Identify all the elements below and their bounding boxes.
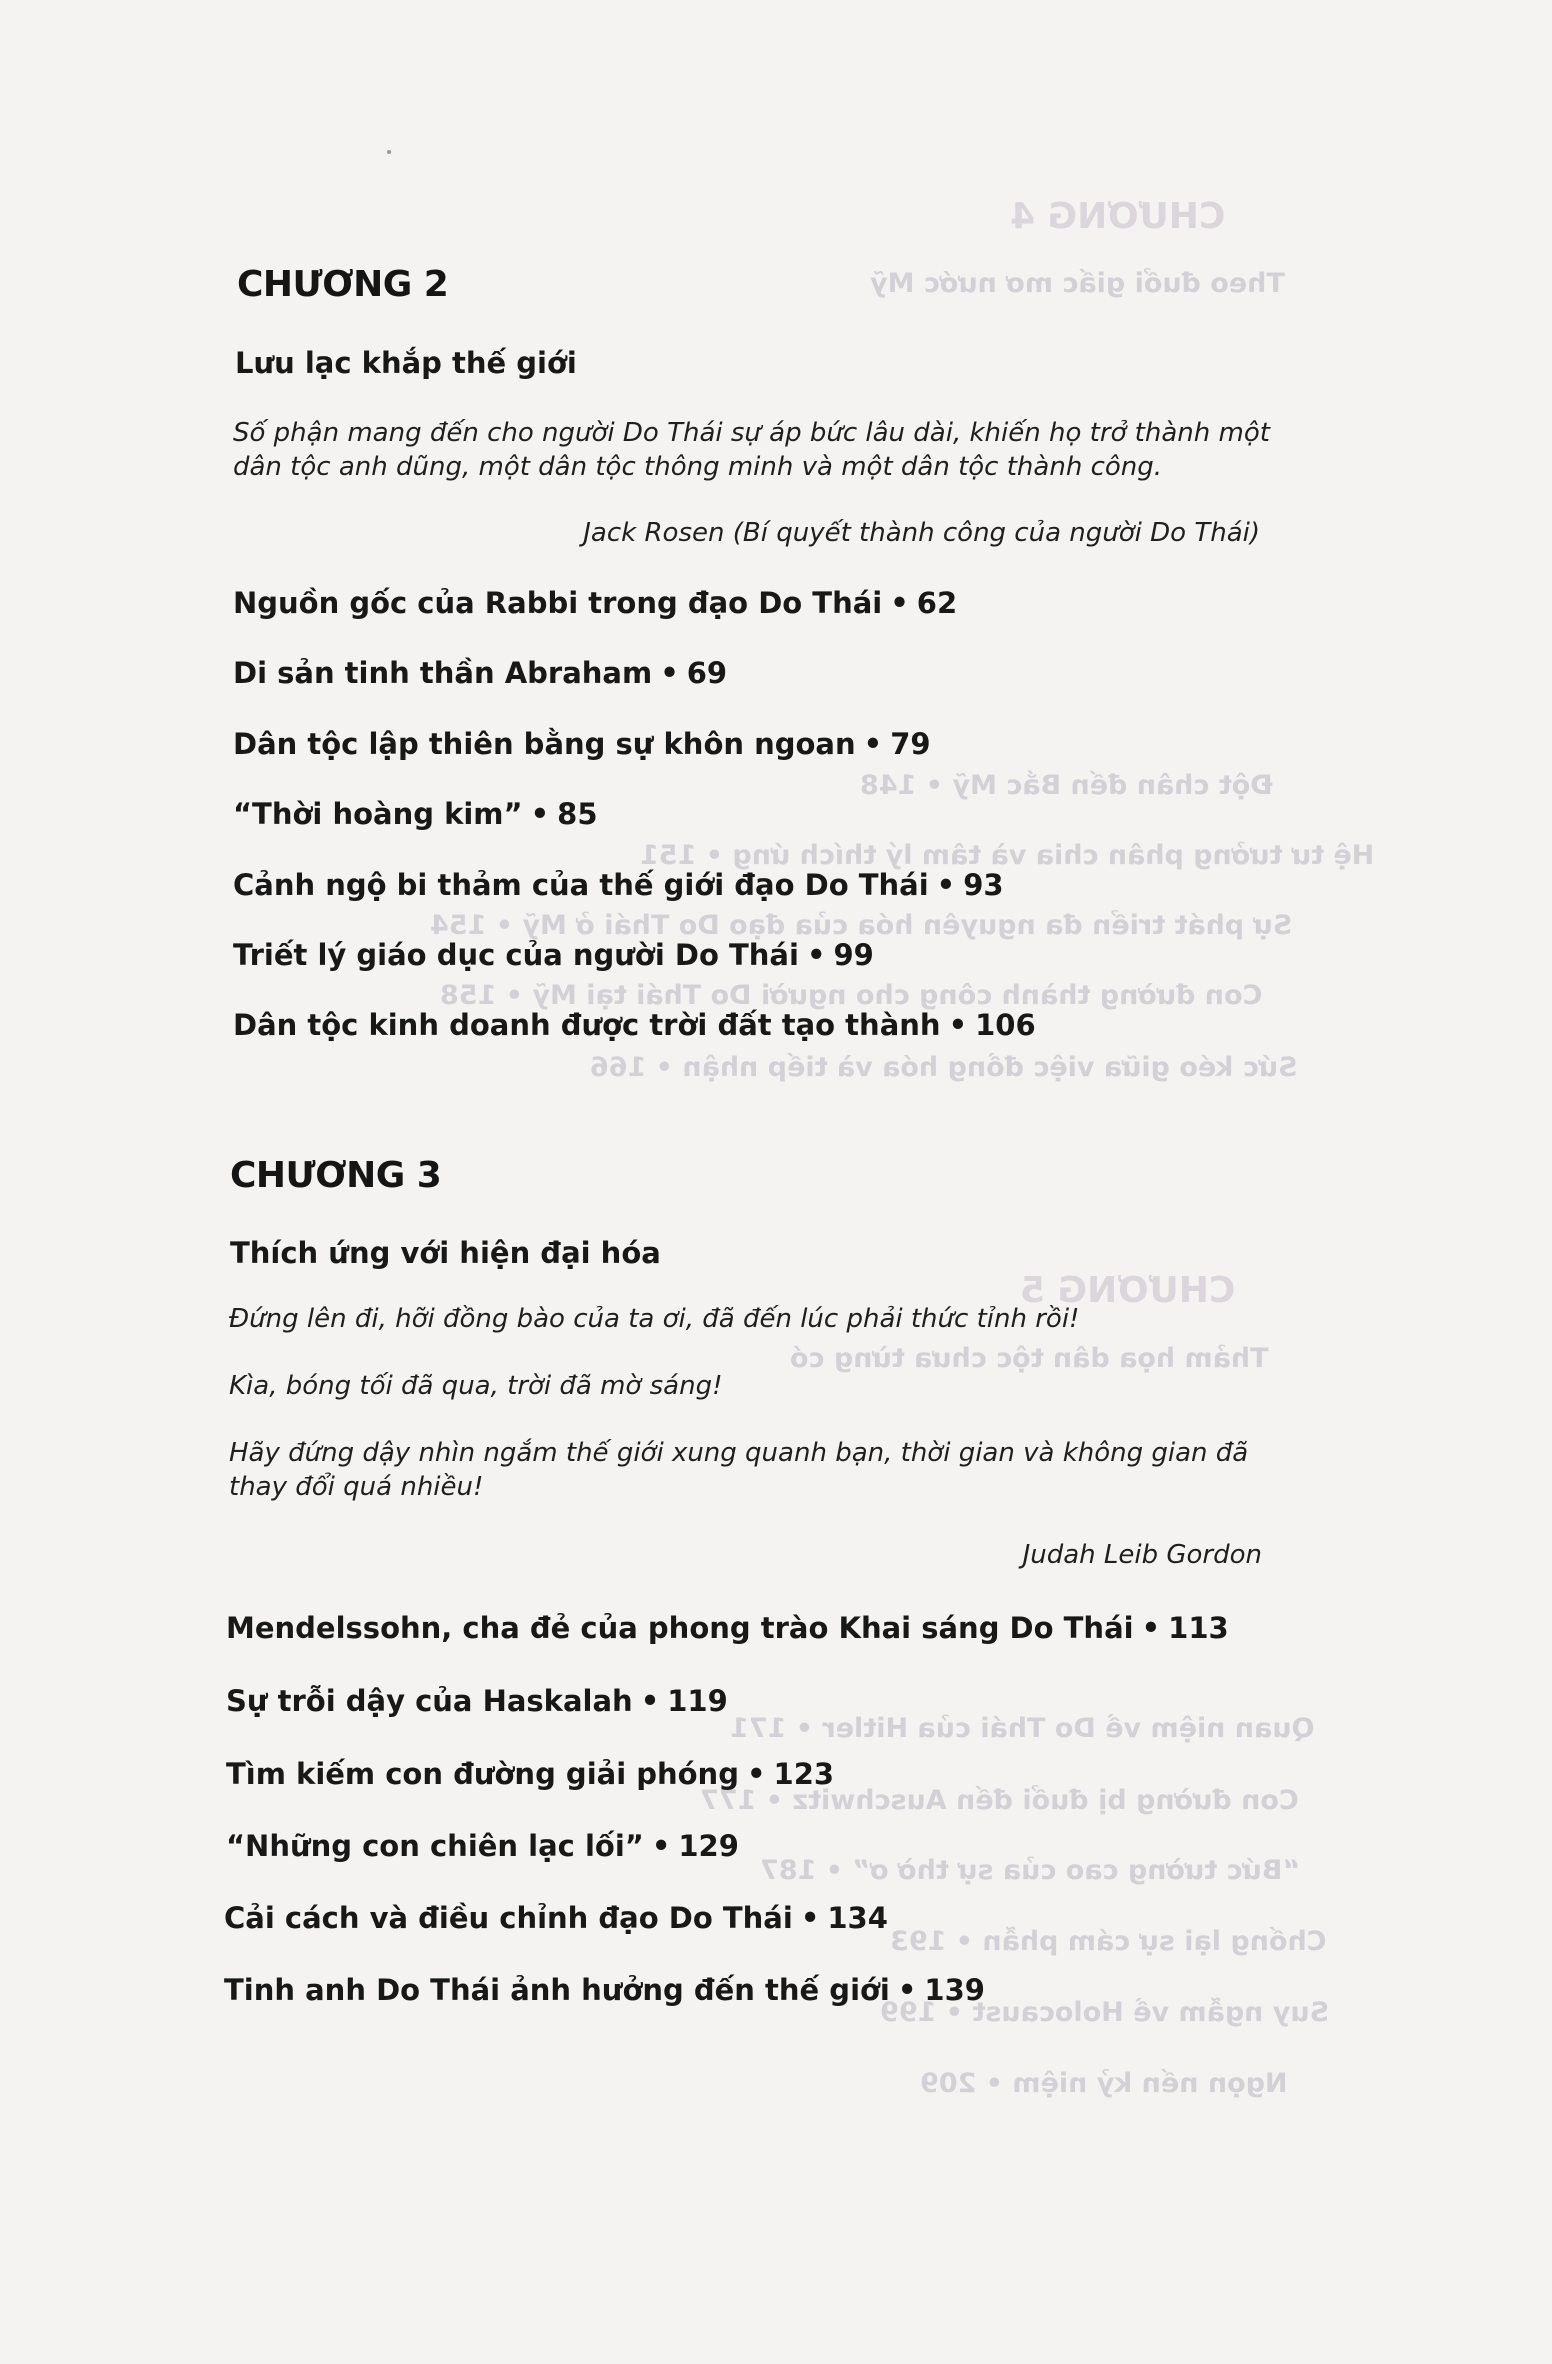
toc-entry-title: Dân tộc lập thiên bằng sự khôn ngoan bbox=[233, 727, 856, 761]
toc-entry-title: “Thời hoàng kim” bbox=[233, 797, 523, 831]
toc-entry-page: 99 bbox=[833, 938, 874, 972]
chapter-3-epigraph-line: Kìa, bóng tối đã qua, trời đã mờ sáng! bbox=[229, 1371, 723, 1401]
toc-entry-title: Cải cách và điều chỉnh đạo Do Thái bbox=[224, 1901, 793, 1935]
bleed-chapter5-title: CHƯƠNG 5 bbox=[1020, 1270, 1236, 1311]
toc-entry bbox=[233, 727, 931, 761]
bleed-chapter5-entry: Ngọn nến kỷ niệm • 209 bbox=[920, 2068, 1288, 2099]
toc-separator: • bbox=[651, 1829, 671, 1863]
toc-entry bbox=[224, 1901, 888, 1935]
toc-entry-page: 85 bbox=[557, 797, 598, 831]
toc-entry-page: 139 bbox=[924, 1973, 985, 2007]
toc-entry-page: 79 bbox=[890, 727, 931, 761]
toc-entry-title: Dân tộc kinh doanh được trời đất tạo thành bbox=[233, 1008, 941, 1042]
toc-entry bbox=[233, 1008, 1036, 1042]
toc-entry-page: 123 bbox=[773, 1757, 835, 1791]
toc-separator: • bbox=[936, 868, 956, 902]
bleed-chapter5-entry: Con đường bị đuổi đến Auschwitz • 177 bbox=[700, 1785, 1299, 1816]
toc-entry-page: 69 bbox=[686, 656, 728, 690]
toc-entry-page: 119 bbox=[667, 1684, 728, 1718]
chapter-3-subtitle: Thích ứng với hiện đại hóa bbox=[230, 1236, 661, 1270]
toc-entry-title: Cảnh ngộ bi thảm của thế giới đạo Do Thái bbox=[233, 868, 929, 902]
toc-separator: • bbox=[1141, 1611, 1161, 1645]
toc-entry bbox=[226, 1757, 834, 1791]
chapter-2-epigraph: Số phận mang đến cho người Do Thái sự áp bức lâu dài, khiến họ trở thành một dân tộc anh dũng, một dân tộc thông minh và một dân tộc thành công. bbox=[233, 418, 1270, 482]
toc-separator: • bbox=[640, 1684, 660, 1718]
toc-entry-page: 93 bbox=[963, 868, 1004, 902]
chapter-3-title: CHƯƠNG 3 bbox=[230, 1155, 442, 1196]
toc-separator: • bbox=[806, 938, 826, 972]
toc-separator: • bbox=[530, 797, 550, 831]
chapter-2-title: CHƯƠNG 2 bbox=[237, 264, 449, 305]
toc-entry-page: 113 bbox=[1168, 1611, 1229, 1645]
toc-entry-title: Triết lý giáo dục của người Do Thái bbox=[233, 938, 799, 972]
toc-entry bbox=[226, 1611, 1229, 1645]
bleed-chapter4-entry: Con đường thành công cho người Do Thái tại Mỹ • 158 bbox=[440, 980, 1263, 1011]
toc-separator: • bbox=[948, 1008, 968, 1042]
toc-entry-title: “Những con chiên lạc lối” bbox=[226, 1829, 644, 1863]
toc-separator: • bbox=[890, 586, 909, 620]
bleed-chapter4-entry: Sự phát triển đa nguyên hóa của đạo Do Thái ở Mỹ • 154 bbox=[430, 910, 1293, 941]
toc-entry-title: Mendelssohn, cha đẻ của phong trào Khai sáng Do Thái bbox=[226, 1611, 1134, 1645]
toc-entry bbox=[233, 656, 727, 690]
toc-entry bbox=[224, 1973, 985, 2007]
toc-entry-page: 134 bbox=[827, 1901, 888, 1935]
toc-entry-page: 129 bbox=[678, 1829, 739, 1863]
toc-entry-title: Sự trỗi dậy của Haskalah bbox=[226, 1684, 633, 1718]
toc-separator: • bbox=[863, 727, 883, 761]
chapter-3-epigraph-author: Judah Leib Gordon bbox=[1022, 1540, 1262, 1570]
bleed-chapter5-subtitle: Thảm họa dân tộc chưa từng có bbox=[790, 1343, 1269, 1374]
toc-entry-page: 62 bbox=[916, 586, 958, 620]
chapter-3-epigraph-line: Hãy đứng dậy nhìn ngắm thế giới xung quanh bạn, thời gian và không gian đã thay đổi quá nhiều! bbox=[229, 1438, 1249, 1502]
toc-entry-title: Tinh anh Do Thái ảnh hưởng đến thế giới bbox=[224, 1973, 890, 2007]
toc-entry bbox=[233, 586, 957, 620]
chapter-2-epigraph-author: Jack Rosen (Bí quyết thành công của người Do Thái) bbox=[583, 518, 1260, 548]
toc-separator: • bbox=[660, 656, 679, 690]
toc-entry-title: Tìm kiếm con đường giải phóng bbox=[226, 1757, 739, 1791]
toc-separator: • bbox=[800, 1901, 820, 1935]
toc-entry-page: 106 bbox=[975, 1008, 1036, 1042]
toc-entry bbox=[226, 1829, 739, 1863]
toc-entry bbox=[233, 938, 874, 972]
chapter-3-epigraph-line: Đứng lên đi, hỡi đồng bào của ta ơi, đã đến lúc phải thức tỉnh rồi! bbox=[229, 1304, 1080, 1334]
toc-separator: • bbox=[897, 1973, 917, 2007]
bleed-chapter4-entry: Hệ tư tưởng phân chia và tâm lý thích ứng • 151 bbox=[640, 840, 1375, 871]
bleed-chapter4-entry: Sức kéo giữa việc đồng hóa và tiếp nhận • 166 bbox=[590, 1052, 1298, 1083]
toc-entry-title: Di sản tinh thần Abraham bbox=[233, 656, 653, 690]
bleed-chapter4-title: CHƯƠNG 4 bbox=[1010, 196, 1226, 237]
toc-separator: • bbox=[746, 1757, 766, 1791]
bleed-chapter5-entry: Chống lại sự cám phẫn • 193 bbox=[890, 1926, 1327, 1957]
chapter-2-subtitle: Lưu lạc khắp thế giới bbox=[235, 346, 577, 380]
bleed-chapter5-entry: Suy ngẫm về Holocaust • 199 bbox=[880, 1997, 1330, 2028]
bleed-chapter4-entry: Đột chân đến Bắc Mỹ • 148 bbox=[860, 770, 1273, 801]
toc-entry bbox=[233, 868, 1004, 902]
bleed-chapter4-subtitle: Theo đuổi giấc mơ nước Mỹ bbox=[870, 268, 1285, 299]
bleed-chapter5-entry: Quan niệm về Do Thái của Hitler • 171 bbox=[730, 1713, 1315, 1744]
toc-entry bbox=[226, 1684, 728, 1718]
toc-entry bbox=[233, 797, 598, 831]
ink-speck bbox=[387, 150, 391, 154]
bleed-chapter5-entry: “Bức tường cao của sự thờ ơ” • 187 bbox=[760, 1855, 1301, 1886]
toc-entry-title: Nguồn gốc của Rabbi trong đạo Do Thái bbox=[233, 586, 883, 620]
